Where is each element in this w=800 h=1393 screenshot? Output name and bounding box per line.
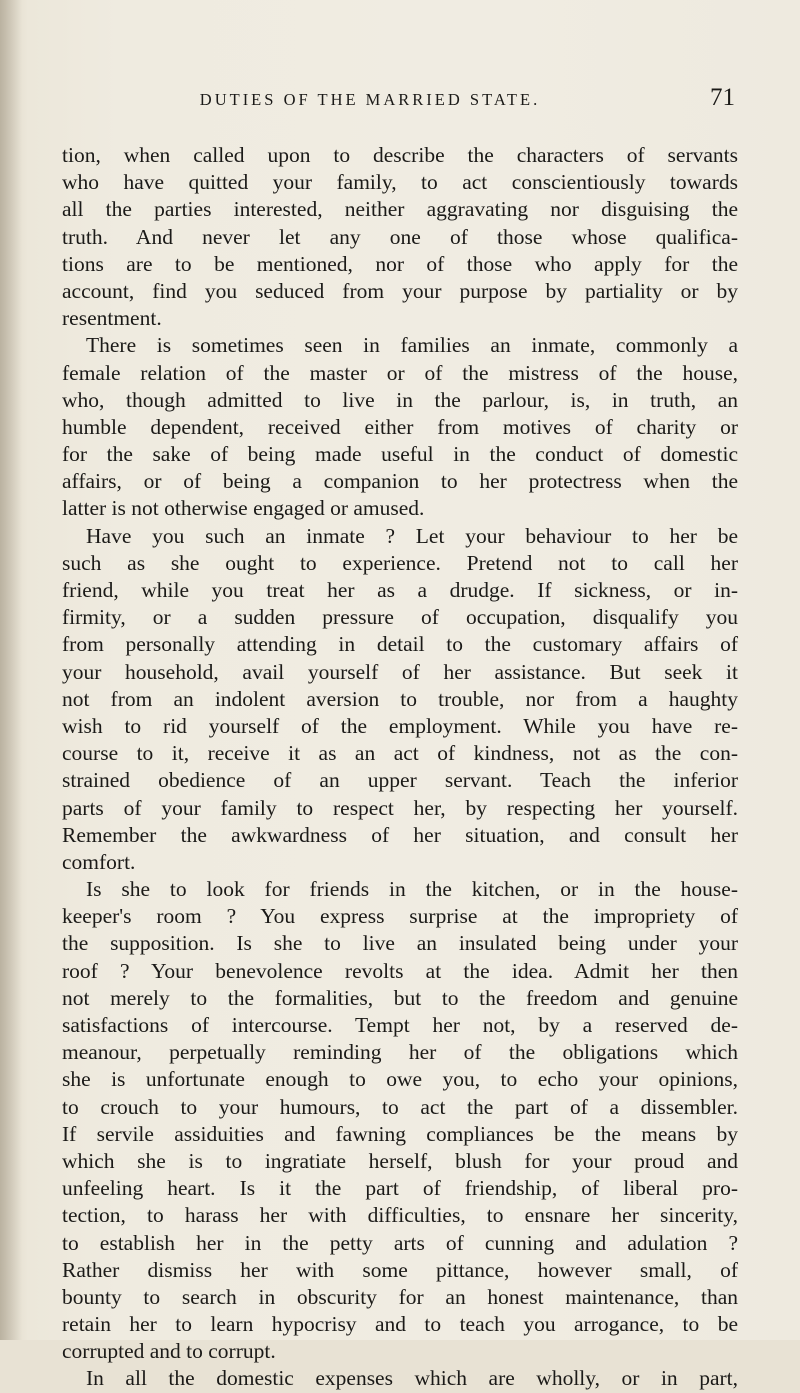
text-line: wish to rid yourself of the employment. While you have re-: [62, 713, 738, 738]
text-line: account, find you seduced from your purpose by partiality or by: [62, 278, 738, 303]
text-line: tions are to be mentioned, nor of those who apply for the: [62, 251, 738, 276]
text-line: satisfactions of intercourse. Tempt her not, by a reserved de-: [62, 1013, 738, 1037]
text-line: from personally attending in detail to the customary affairs of: [62, 632, 738, 657]
text-line: retain her to learn hypocrisy and to teach you arrogance, to be: [62, 1312, 738, 1337]
text-line: to crouch to your humours, to act the part of a dissembler.: [62, 1094, 738, 1119]
text-line: female relation of the master or of the mistress of the house,: [62, 360, 738, 385]
text-line: keeper's room ? You express surprise at the impropriety of: [62, 904, 738, 929]
text-line: not from an indolent aversion to trouble, nor from a haughty: [62, 686, 738, 711]
text-line: such as she ought to experience. Pretend not to call her: [62, 550, 738, 575]
text-line: resentment.: [62, 306, 162, 331]
text-line: truth. And never let any one of those whose qualifica-: [62, 224, 738, 249]
text-line: tion, when called upon to describe the characters of servants: [62, 143, 738, 167]
body-text: [62, 142, 738, 1393]
text-line: not merely to the formalities, but to the freedom and genuine: [62, 985, 738, 1010]
text-line: Rather dismiss her with some pittance, however small, of: [62, 1257, 738, 1282]
text-line: In all the domestic expenses which are wholly, or in part,: [86, 1366, 738, 1391]
text-line: bounty to search in obscurity for an honest maintenance, than: [62, 1284, 738, 1309]
text-line: There is sometimes seen in families an inmate, commonly a: [86, 333, 738, 358]
text-line: course to it, receive it as an act of kindness, not as the con-: [62, 741, 738, 766]
page-number: 71: [710, 84, 735, 111]
text-line: tection, to harass her with difficulties, to ensnare her sincerity,: [62, 1203, 738, 1228]
text-line: roof ? Your benevolence revolts at the idea. Admit her then: [62, 958, 738, 983]
text-line: parts of your family to respect her, by respecting her yourself.: [62, 795, 738, 820]
text-line: humble dependent, received either from motives of charity or: [62, 414, 738, 439]
text-line: friend, while you treat her as a drudge. If sickness, or in-: [62, 578, 738, 602]
text-line: Have you such an inmate ? Let your behaviour to her be: [86, 523, 738, 548]
text-line: affairs, or of being a companion to her protectress when the: [62, 469, 738, 494]
text-line: strained obedience of an upper servant. Teach the inferior: [62, 768, 738, 793]
text-line: firmity, or a sudden pressure of occupation, disqualify you: [62, 605, 738, 630]
text-line: she is unfortunate enough to owe you, to echo your opinions,: [62, 1067, 738, 1092]
text-line: latter is not otherwise engaged or amused.: [62, 496, 425, 521]
text-line: all the parties interested, neither aggravating nor disguising the: [62, 197, 738, 222]
page-header: [95, 84, 735, 112]
text-line: who have quitted your family, to act conscientiously towards: [62, 170, 738, 195]
text-line: unfeeling heart. Is it the part of friendship, of liberal pro-: [62, 1176, 738, 1201]
text-line: meanour, perpetually reminding her of the obligations which: [62, 1040, 738, 1065]
text-line: If servile assiduities and fawning compliances be the means by: [62, 1121, 738, 1146]
text-line: which she is to ingratiate herself, blush for your proud and: [62, 1148, 738, 1173]
text-line: your household, avail yourself of her assistance. But seek it: [62, 659, 738, 684]
text-line: Is she to look for friends in the kitchen, or in the house-: [86, 877, 738, 902]
page-gutter-shadow: [0, 0, 22, 1340]
text-line: corrupted and to corrupt.: [62, 1339, 276, 1364]
text-line: to establish her in the petty arts of cunning and adulation ?: [62, 1230, 738, 1255]
text-line: Remember the awkwardness of her situation, and consult her: [62, 822, 738, 847]
text-line: who, though admitted to live in the parlour, is, in truth, an: [62, 387, 738, 412]
running-head: DUTIES OF THE MARRIED STATE.: [199, 90, 541, 109]
text-line: comfort.: [62, 849, 136, 874]
text-line: the supposition. Is she to live an insulated being under your: [62, 931, 738, 956]
text-line: for the sake of being made useful in the conduct of domestic: [62, 442, 738, 467]
